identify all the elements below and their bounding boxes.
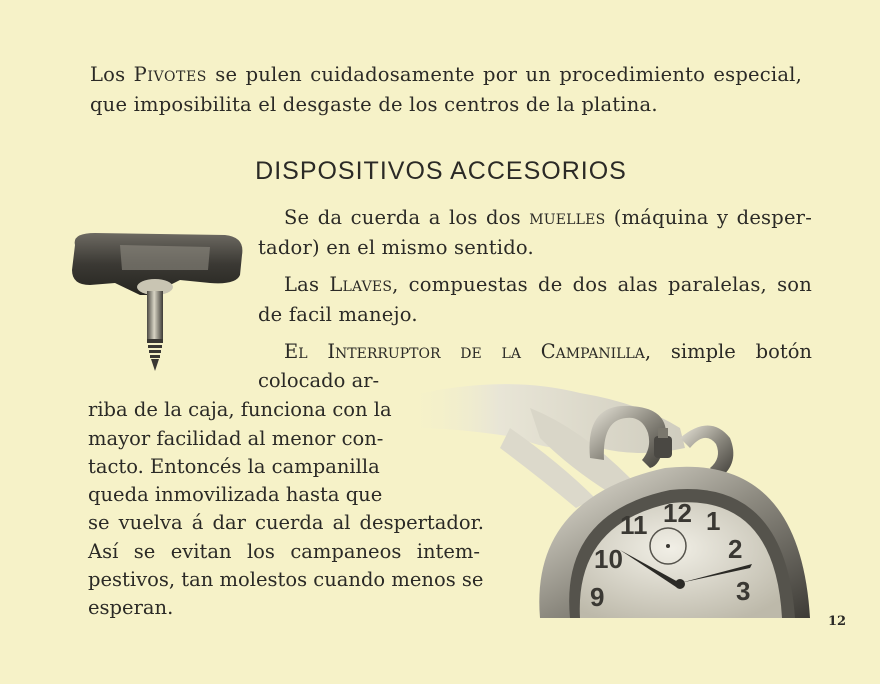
paragraph-line: queda inmovilizada hasta que [88,483,383,506]
paragraph-line: colocado ar- [258,369,380,392]
alarm-clock-with-hand-illustration [380,368,810,618]
clock-numeral: 1 [706,506,721,536]
paragraph-line: riba de la caja, funciona con la [88,398,392,421]
paragraph-line: tador) en el mismo sentido. [258,236,534,259]
paragraph-line: de facil manejo. [258,303,418,326]
clock-numeral: 11 [620,510,648,540]
page-number: 12 [828,614,847,629]
paragraph-line: Se da cuerda a los dos muelles (máquina y desper- [284,206,812,229]
paragraph-line: El Interruptor de la Campanilla, simple botón [284,340,812,363]
paragraph-line: pestivos, tan molestos cuando menos se [88,568,484,591]
clock-numeral: 10 [594,544,623,574]
small-caps-term: Llaves [329,273,393,296]
paragraph-line: mayor facilidad al menor con- [88,427,384,450]
small-caps-term: Pivotes [133,63,207,86]
clock-numeral: 12 [663,498,692,528]
paragraph-line: Los Pivotes se pulen cuidadosamente por un procedimiento especial, [90,63,802,86]
small-caps-term: muelles [529,206,606,229]
paragraph-line: esperan. [88,596,174,619]
clock-numeral: 9 [590,582,605,612]
paragraph-line: se vuelva á dar cuerda al despertador. [88,511,484,534]
paragraph-line: que imposibilita el desgaste de los centros de la platina. [90,93,658,116]
paragraph-pivotes [90,60,802,120]
winding-key-illustration [60,225,260,385]
paragraph-line: Así se evitan los campaneos intem- [88,540,480,563]
clock-numeral: 3 [736,576,751,606]
clock-numeral: 2 [728,534,743,564]
small-caps-term: El Interruptor de la Campanilla [284,340,645,363]
paragraph-line: tacto. Entoncés la campanilla [88,455,380,478]
section-heading: DISPOSITIVOS ACCESORIOS [255,157,627,185]
paragraph-line: Las Llaves, compuestas de dos alas paralelas, son [284,273,812,296]
